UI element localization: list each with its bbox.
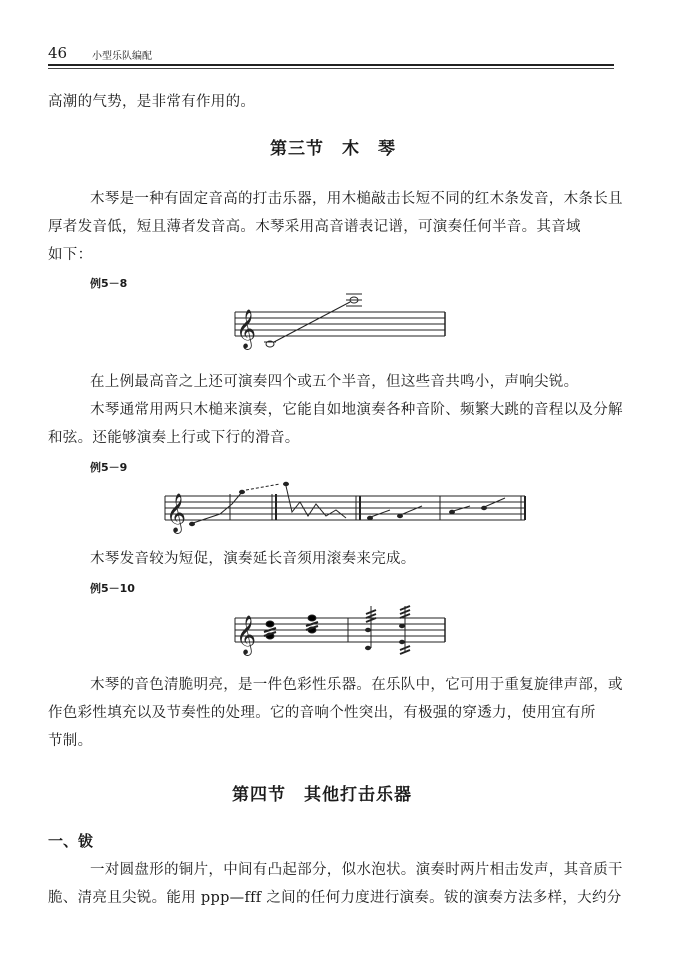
svg-text:𝄞: 𝄞 [166, 493, 187, 533]
example-label: 例5－10 [90, 582, 135, 595]
music-staff-example-5-9 [160, 482, 530, 532]
header-rule-thick [48, 64, 614, 66]
paragraph-line: 木琴的音色清脆明亮，是一件色彩性乐器。在乐队中，它可用于重复旋律声部，或 [90, 677, 623, 693]
paragraph-line: 一对圆盘形的铜片，中间有凸起部分，似水泡状。演奏时两片相击发声，其音质干 [90, 862, 623, 878]
section-heading-other-percussion: 第四节 其他打击乐器 [232, 785, 412, 805]
svg-text:𝄞: 𝄞 [236, 615, 257, 655]
svg-text:𝄞: 𝄞 [236, 309, 257, 349]
section-heading-xylophone: 第三节 木 琴 [270, 139, 396, 159]
example-label: 例5－9 [90, 461, 128, 474]
subheading-cymbals: 一、钹 [48, 832, 94, 850]
paragraph-line: 木琴发音较为短促，演奏延长音须用滚奏来完成。 [90, 551, 416, 567]
paragraph-line: 在上例最高音之上还可演奏四个或五个半音，但这些音共鸣小，声响尖锐。 [90, 374, 579, 390]
page-number: 46 [48, 44, 68, 62]
music-staff-example-5-8 [230, 298, 450, 358]
paragraph-line: 作色彩性填充以及节奏性的处理。它的音响个性突出，有极强的穿透力，使用宜有所 [48, 705, 596, 721]
example-label: 例5－8 [90, 277, 128, 290]
running-head-title: 小型乐队编配 [92, 51, 152, 62]
paragraph-line: 木琴通常用两只木槌来演奏，它能自如地演奏各种音阶、频繁大跳的音程以及分解 [90, 402, 623, 418]
paragraph-line: 和弦。还能够演奏上行或下行的滑音。 [48, 430, 300, 446]
paragraph-line: 厚者发音低，短且薄者发音高。木琴采用高音谱表记谱，可演奏任何半音。其音域 [48, 219, 581, 235]
paragraph-line: 节制。 [48, 733, 93, 749]
paragraph-line: 木琴是一种有固定音高的打击乐器，用木槌敲击长短不同的红木条发音，木条长且 [90, 191, 623, 207]
paragraph-line: 脆、清亮且尖锐。能用 ppp—fff 之间的任何力度进行演奏。钹的演奏方法多样，大约分 [48, 890, 622, 906]
paragraph-continuation: 高潮的气势，是非常有作用的。 [48, 94, 256, 110]
paragraph-line: 如下： [48, 247, 93, 263]
header-rule-thin [48, 68, 614, 69]
music-staff-example-5-10 [230, 604, 450, 664]
